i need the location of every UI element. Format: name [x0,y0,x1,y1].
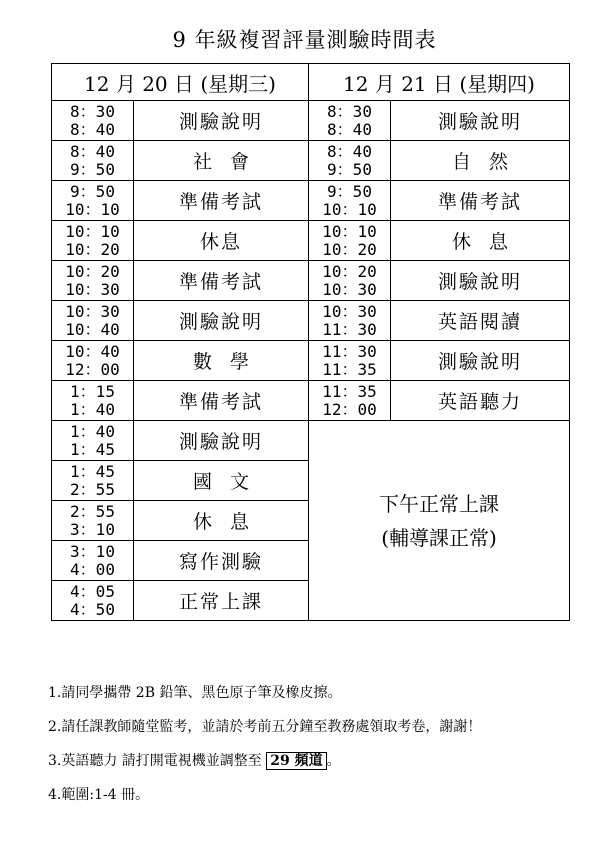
subject-cell: 英語聽力 [391,381,570,421]
end-time: 1：45 [70,439,115,459]
end-time: 10：10 [322,199,377,219]
subject-cell: 測驗說明 [391,101,570,141]
schedule-row [52,141,570,181]
end-time: 11：35 [322,359,377,379]
schedule-row [52,181,570,221]
schedule-table [51,63,570,621]
afternoon-cell [309,421,570,621]
subject-cell: 準備考試 [134,381,309,421]
time-cell [52,341,134,381]
start-time: 9：50 [70,181,115,201]
subject-cell: 休息 [391,221,570,261]
end-time: 1：40 [70,399,115,419]
start-time: 4：05 [70,581,115,601]
end-time: 8：40 [70,119,115,139]
subject-cell: 測驗說明 [391,341,570,381]
schedule-row [52,421,570,461]
start-time: 10：40 [65,341,120,361]
time-cell [52,141,134,181]
end-time: 10：30 [65,279,120,299]
time-cell [309,341,391,381]
time-cell [52,381,134,421]
subject-cell: 英語閱讀 [391,301,570,341]
time-cell [309,301,391,341]
start-time: 11：30 [322,341,377,361]
schedule-row [52,301,570,341]
end-time: 10：30 [322,279,377,299]
subject-cell: 社會 [134,141,309,181]
time-cell [309,141,391,181]
end-time: 10：20 [65,239,120,259]
subject-cell: 休息 [134,501,309,541]
start-time: 8：30 [70,101,115,121]
subject-cell: 準備考試 [134,261,309,301]
start-time: 1：40 [70,421,115,441]
subject-cell: 休息 [134,221,309,261]
channel-box: 29 頻道 [266,752,326,770]
time-cell [309,101,391,141]
time-cell [52,501,134,541]
notes-section [48,684,588,820]
end-time: 4：50 [70,599,115,619]
start-time: 11：35 [322,381,377,401]
schedule-row [52,101,570,141]
header-row [52,64,570,101]
schedule-row [52,221,570,261]
start-time: 10：30 [65,301,120,321]
time-cell [52,181,134,221]
note-3-end: 。 [326,753,341,769]
note-1: 1.請同學攜帶 2B 鉛筆、黑色原子筆及橡皮擦。 [48,685,342,701]
afternoon-line-2: (輔導課正常) [381,525,497,550]
start-time: 10：10 [65,221,120,241]
end-time: 9：50 [327,159,372,179]
start-time: 10：10 [322,221,377,241]
start-time: 1：45 [70,461,115,481]
subject-cell: 國文 [134,461,309,501]
end-time: 12：00 [65,359,120,379]
time-cell [309,221,391,261]
day2-header: 12 月 21 日 (星期四) [309,64,570,101]
time-cell [309,261,391,301]
start-time: 8：40 [70,141,115,161]
end-time: 8：40 [327,119,372,139]
time-cell [52,421,134,461]
subject-cell: 測驗說明 [134,301,309,341]
schedule-row [52,341,570,381]
note-3 [48,752,588,786]
start-time: 10：20 [65,261,120,281]
subject-cell: 自然 [391,141,570,181]
end-time: 12：00 [322,399,377,419]
start-time: 2：55 [70,501,115,521]
subject-cell: 數學 [134,341,309,381]
end-time: 9：50 [70,159,115,179]
time-cell [52,301,134,341]
start-time: 1：15 [70,381,115,401]
end-time: 10：40 [65,319,120,339]
subject-cell: 正常上課 [134,581,309,621]
subject-cell: 準備考試 [134,181,309,221]
time-cell [52,541,134,581]
subject-cell: 寫作測驗 [134,541,309,581]
end-time: 10：10 [65,199,120,219]
start-time: 10：20 [322,261,377,281]
time-cell [309,181,391,221]
note-4: 4.範圍:1-4 冊。 [48,787,150,803]
end-time: 2：55 [70,479,115,499]
start-time: 9：50 [327,181,372,201]
subject-cell: 測驗說明 [134,421,309,461]
afternoon-line-1: 下午正常上課 [379,491,499,516]
time-cell [52,581,134,621]
subject-cell: 測驗說明 [391,261,570,301]
schedule-row [52,381,570,421]
schedule-row [52,261,570,301]
time-cell [52,461,134,501]
start-time: 10：30 [322,301,377,321]
note-2: 2.請任課教師隨堂監考，並請於考前五分鐘至教務處領取考卷，謝謝！ [48,719,482,735]
start-time: 8：30 [327,101,372,121]
end-time: 3：10 [70,519,115,539]
day1-header: 12 月 20 日 (星期三) [52,64,309,101]
end-time: 10：20 [322,239,377,259]
time-cell [52,221,134,261]
time-cell [52,261,134,301]
subject-cell: 測驗說明 [134,101,309,141]
start-time: 3：10 [70,541,115,561]
start-time: 8：40 [327,141,372,161]
end-time: 4：00 [70,559,115,579]
subject-cell: 準備考試 [391,181,570,221]
note-3-text: 3.英語聽力 請打開電視機並調整至 [48,753,262,769]
page-title: 9 年級複習評量測驗時間表 [172,28,437,52]
end-time: 11：30 [322,319,377,339]
time-cell [52,101,134,141]
time-cell [309,381,391,421]
